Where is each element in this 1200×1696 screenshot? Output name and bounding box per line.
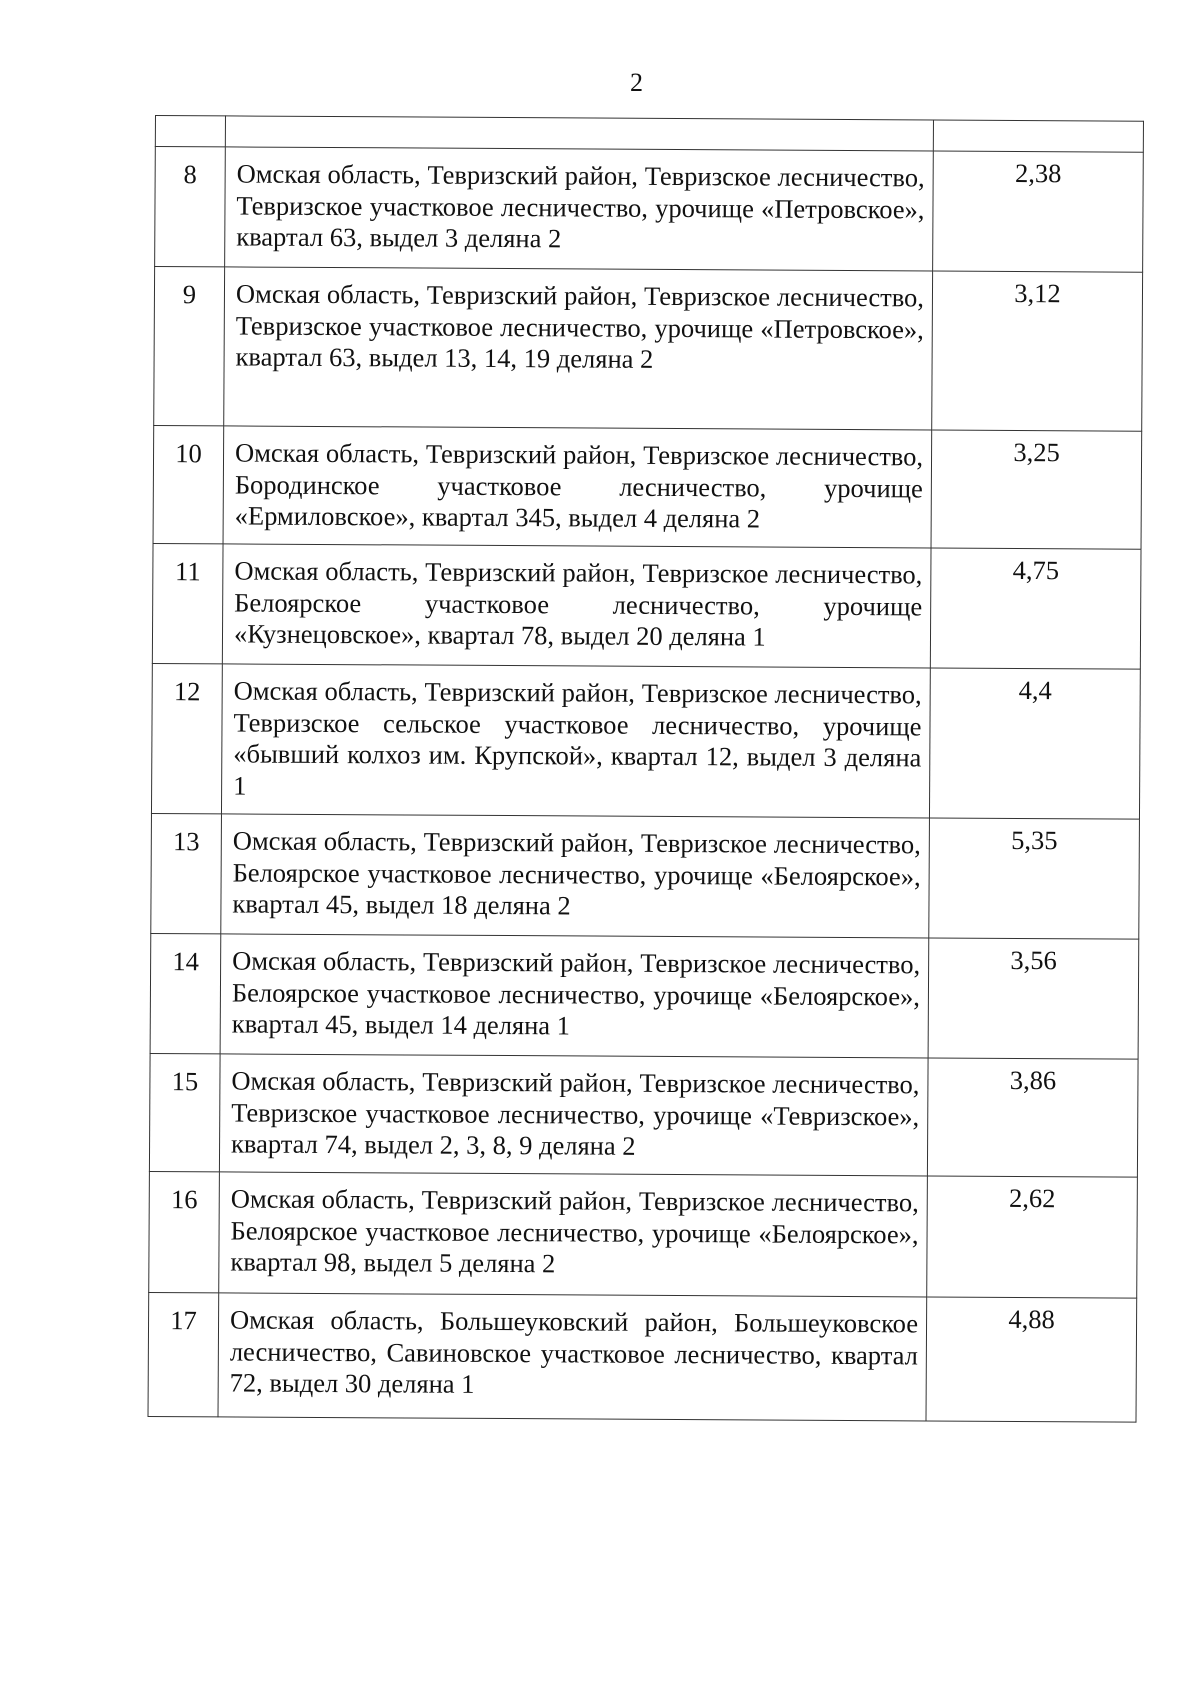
row-location: Омская область, Тевризский район, Тевризское лесничество, Тевризское участковое лесничество, урочище «Петровское», квартал 63, выдел 3 деляна 2	[225, 147, 934, 271]
row-area: 2,62	[927, 1176, 1138, 1298]
row-location: Омская область, Тевризский район, Тевризское лесничество, Тевризское участковое лесничество, урочище «Петровское», квартал 63, выдел 13, 14, 19 деляна 2	[224, 267, 933, 430]
table-row	[148, 1292, 1137, 1422]
table-row	[150, 933, 1139, 1059]
table-row	[151, 813, 1140, 939]
row-location: Омская область, Большеуковский район, Большеуковское лесничество, Савиновское участковое лесничество, квартал 72, выдел 30 деляна 1	[218, 1293, 927, 1421]
row-number: 12	[151, 663, 222, 813]
row-location: Омская область, Тевризский район, Тевризское лесничество, Тевризское сельское участковое лесничество, урочище «бывший колхоз им. Крупской», квартал 12, выдел 3 деляна 1	[221, 664, 930, 818]
row-number: 11	[152, 543, 223, 663]
row-location: Омская область, Тевризский район, Тевризское лесничество, Белоярское участковое лесничество, урочище «Белоярское», квартал 98, выдел 5 деляна 2	[219, 1172, 928, 1297]
header-cell-number	[155, 116, 225, 147]
table-row	[151, 663, 1140, 819]
page-number: 2	[630, 68, 643, 97]
row-number: 13	[151, 813, 222, 933]
row-area: 2,38	[933, 151, 1144, 272]
row-location: Омская область, Тевризский район, Тевризское лесничество, Белоярское участковое лесничество, урочище «Кузнецовское», квартал 78, выдел 20 деляна 1	[222, 544, 931, 668]
row-area: 5,35	[929, 818, 1140, 939]
row-location: Омская область, Тевризский район, Тевризское лесничество, Тевризское участковое лесничество, урочище «Тевризское», квартал 74, выдел 2, 3, 8, 9 деляна 2	[219, 1054, 928, 1176]
table-row	[149, 1171, 1138, 1298]
row-number: 8	[155, 147, 226, 267]
row-area: 3,86	[927, 1058, 1138, 1177]
row-area: 4,88	[926, 1297, 1137, 1422]
table-row	[153, 425, 1142, 549]
row-area: 4,4	[929, 668, 1140, 819]
row-number: 14	[150, 933, 221, 1053]
row-location: Омская область, Тевризский район, Тевризское лесничество, Белоярское участковое лесничество, урочище «Белоярское», квартал 45, выдел 18 деляна 2	[221, 814, 930, 938]
table-row	[154, 267, 1143, 432]
table-row	[155, 147, 1144, 273]
row-number: 10	[153, 425, 224, 543]
header-cell-location	[225, 116, 933, 151]
table-row	[149, 1053, 1138, 1177]
row-number: 15	[149, 1053, 220, 1171]
row-area: 3,12	[932, 271, 1143, 431]
row-area: 3,25	[931, 430, 1142, 549]
row-location: Омская область, Тевризский район, Тевризское лесничество, Бородинское участковое лесничество, урочище «Ермиловское», квартал 345, выдел 4 деляна 2	[223, 426, 932, 548]
row-number: 17	[148, 1292, 219, 1416]
row-area: 4,75	[930, 548, 1141, 669]
header-cell-area	[933, 120, 1143, 152]
row-location: Омская область, Тевризский район, Тевризское лесничество, Белоярское участковое лесничество, урочище «Белоярское», квартал 45, выдел 14 деляна 1	[220, 934, 929, 1058]
row-area: 3,56	[928, 938, 1139, 1059]
row-number: 9	[154, 267, 225, 426]
table-row	[152, 543, 1141, 669]
row-number: 16	[149, 1171, 220, 1292]
forest-plots-table	[148, 115, 1144, 1423]
